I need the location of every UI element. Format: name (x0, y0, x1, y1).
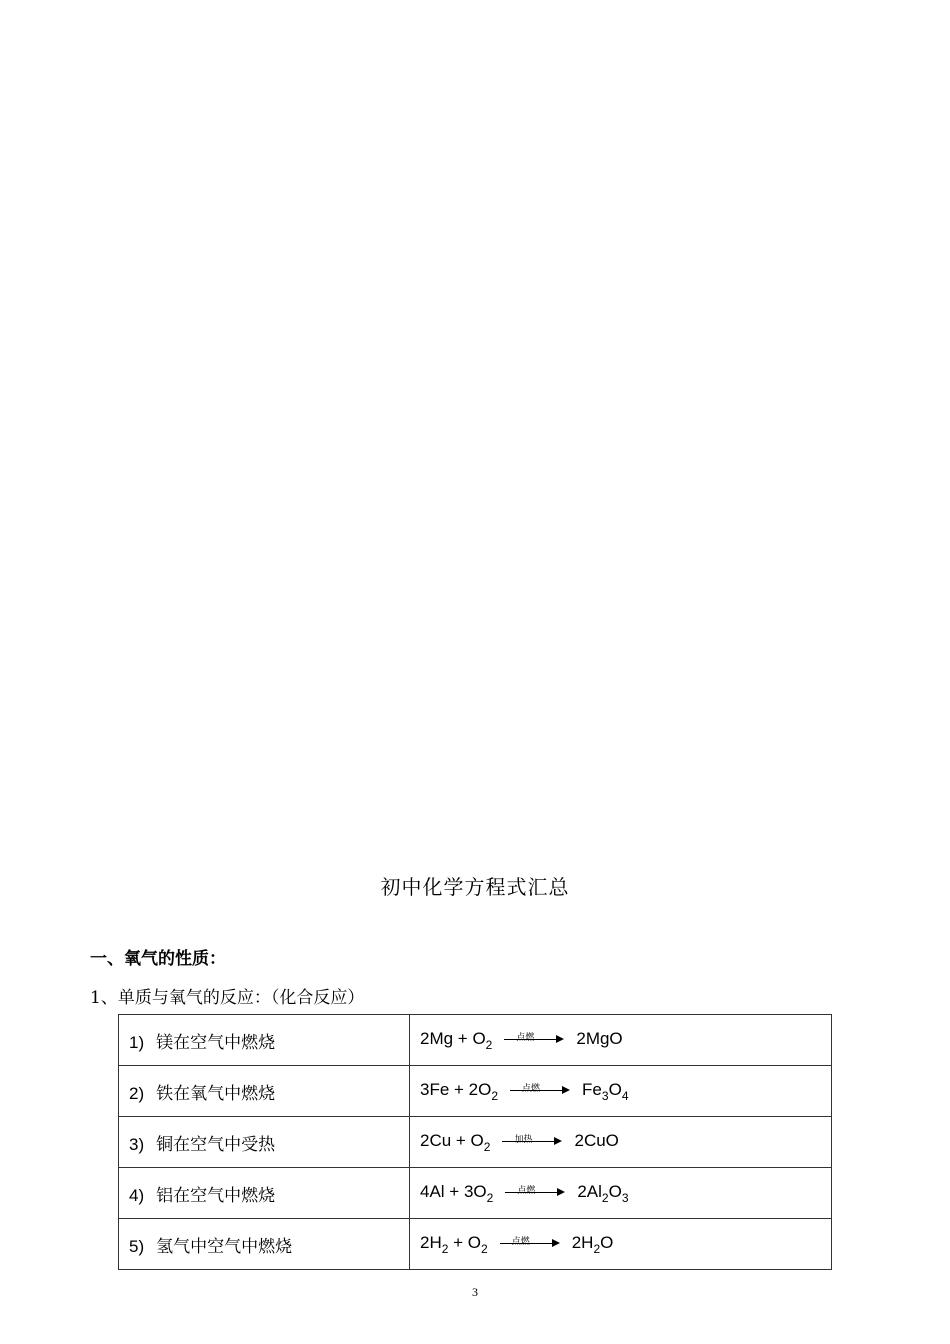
reaction-text: 镁在空气中燃烧 (156, 1032, 276, 1053)
reaction-condition: 点燃 (511, 1237, 530, 1248)
reaction-number: 5) (129, 1236, 145, 1256)
formula-text: 2MgO (576, 1028, 623, 1048)
formula-text: O (608, 1181, 622, 1201)
formula-text: O (608, 1079, 622, 1099)
formula-subscript: 2 (491, 1088, 499, 1103)
reaction-arrow-icon (504, 1032, 564, 1046)
formula-text: 2H (571, 1232, 594, 1252)
reaction-text: 铁在氧气中燃烧 (156, 1083, 276, 1104)
formula-subscript: 2 (485, 1037, 493, 1052)
reaction-equation (410, 1219, 832, 1270)
reaction-description (119, 1219, 410, 1270)
page-number: 3 (472, 1285, 478, 1299)
reaction-text: 铜在空气中受热 (156, 1134, 276, 1155)
reaction-arrow-icon (500, 1236, 560, 1250)
reaction-arrow-icon (510, 1083, 570, 1097)
formula-subscript: 2 (441, 1241, 449, 1256)
reaction-number: 3) (129, 1134, 145, 1154)
reaction-equation (410, 1066, 832, 1117)
reaction-table (118, 1014, 832, 1270)
reaction-description (119, 1066, 410, 1117)
formula-subscript: 2 (486, 1190, 494, 1205)
reaction-equation (410, 1168, 832, 1219)
subsection-heading: 1、单质与氧气的反应：（化合反应） (90, 988, 365, 1008)
formula-text: + O (448, 1232, 482, 1252)
formula-subscript: 3 (601, 1088, 609, 1103)
reaction-text: 氢气中空气中燃烧 (156, 1236, 293, 1257)
formula-subscript: 2 (481, 1241, 488, 1256)
formula-text: 4Al + 3O (420, 1181, 487, 1201)
formula-text: 2Cu + O (420, 1130, 484, 1150)
reaction-text: 铝在空气中燃烧 (156, 1185, 276, 1206)
reaction-number: 1) (129, 1032, 145, 1052)
table-row (119, 1066, 832, 1117)
reaction-condition: 点燃 (517, 1186, 536, 1197)
reaction-equation (410, 1117, 832, 1168)
reaction-number: 4) (129, 1185, 145, 1205)
formula-subscript: 2 (593, 1241, 601, 1256)
reaction-description (119, 1117, 410, 1168)
reaction-description (119, 1168, 410, 1219)
table-row (119, 1015, 832, 1066)
formula-subscript: 2 (601, 1190, 609, 1205)
formula-text: 2Al (577, 1181, 602, 1201)
reaction-condition: 加热 (514, 1135, 533, 1146)
formula-text: 2Mg + O (420, 1028, 486, 1048)
formula-text: Fe (582, 1079, 602, 1099)
table-row (119, 1219, 832, 1270)
formula-subscript: 2 (483, 1139, 491, 1154)
reaction-description (119, 1015, 410, 1066)
reaction-arrow-icon (502, 1134, 562, 1148)
formula-text: 2CuO (574, 1130, 619, 1150)
section-heading: 一、氧气的性质： (90, 949, 226, 969)
formula-text: 3Fe + 2O (420, 1079, 492, 1099)
formula-subscript: 4 (621, 1088, 629, 1103)
formula-text: 2H (420, 1232, 442, 1252)
formula-subscript: 3 (621, 1190, 629, 1205)
table-row (119, 1168, 832, 1219)
reaction-arrow-icon (505, 1185, 565, 1199)
page-title: 初中化学方程式汇总 (380, 875, 570, 899)
table-row (119, 1117, 832, 1168)
reaction-condition: 点燃 (522, 1084, 541, 1095)
reaction-condition: 点燃 (516, 1033, 535, 1044)
reaction-equation (410, 1015, 832, 1066)
reaction-number: 2) (129, 1083, 145, 1103)
formula-text: O (600, 1232, 614, 1252)
